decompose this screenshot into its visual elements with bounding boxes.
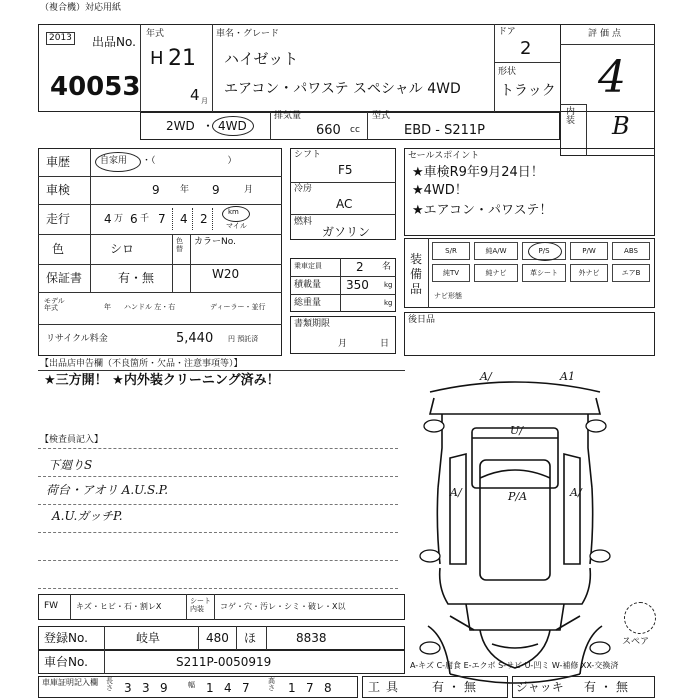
lot-label: 出品No.	[92, 35, 136, 49]
chassis-label: 車台No.	[44, 655, 88, 669]
fw-items: キズ・ヒビ・石・割レX	[76, 602, 162, 611]
ac-value: AC	[336, 197, 353, 211]
mileage-u1: 万	[114, 214, 124, 224]
registration-kana: ほ	[244, 631, 257, 645]
equip-aw: 純A/W	[474, 242, 518, 260]
registration-label: 登録No.	[44, 631, 88, 645]
cert-wid-label: 幅	[188, 681, 195, 689]
equip-nav: 純ナビ	[474, 264, 518, 282]
diagram-mark: A1	[560, 370, 575, 383]
equip-ext-nav: 外ナビ	[570, 264, 608, 282]
warranty-label: 保証書	[46, 271, 83, 285]
recycle-unit: 円 預託済	[228, 335, 259, 343]
docs-month: 月	[338, 339, 348, 349]
inspector-line: 下廻りS	[48, 458, 93, 472]
fw-label: FW	[44, 601, 59, 611]
inspection-month: 9	[212, 183, 220, 197]
sales-point: ★車検R9年9月24日！	[412, 165, 544, 180]
inspector-line: 荷台・アオリ A.U.S.P.	[46, 483, 169, 497]
fuel-label: 燃料	[294, 217, 313, 227]
registration-num1: 480	[206, 631, 229, 645]
year-label: 年式	[146, 29, 165, 39]
equip-leather: 革シート	[522, 264, 566, 282]
cert-hei: 1	[288, 681, 296, 695]
cert-hei: 7	[306, 681, 314, 695]
inspection-year: 9	[152, 183, 160, 197]
diagram-mark: A/	[480, 370, 492, 383]
load-label: 積載量	[294, 280, 322, 290]
cert-hei: 8	[324, 681, 332, 695]
color-value: シロ	[110, 242, 135, 256]
form-note: （複合機）対応用紙	[40, 3, 122, 13]
model-year-handle: ハンドル 左・右	[124, 303, 176, 311]
year-num: 21	[168, 46, 196, 71]
lot-number: 40053	[50, 72, 141, 102]
cert-hei-label: 高さ	[268, 677, 275, 692]
rear-block	[404, 312, 655, 356]
capacity-unit: 名	[382, 262, 392, 272]
color-code: W20	[212, 267, 240, 281]
equip-ps-circle	[528, 242, 562, 261]
diagram-mark: A/	[570, 486, 582, 499]
equip-tv: 純TV	[432, 264, 470, 282]
type-value: EBD - S211P	[404, 123, 486, 138]
registration-place: 岐阜	[136, 631, 161, 645]
door-label: ドア	[498, 27, 516, 37]
mileage-km: km	[228, 208, 239, 216]
mileage-label: 走行	[46, 212, 71, 226]
rear-label: 後日品	[408, 315, 436, 325]
equip-sr: S/R	[432, 242, 470, 260]
rating-label: 評価点	[588, 29, 625, 39]
color-code-label: カラーNo.	[194, 237, 236, 247]
year-month: 4	[190, 86, 200, 104]
weight-label: 総重量	[294, 298, 322, 308]
mileage-mile: マイル	[226, 222, 247, 230]
disp-value: 660	[316, 123, 341, 138]
warranty-value: 有・無	[118, 271, 155, 285]
equip-ps: P/S	[522, 242, 566, 260]
cert-wid: 1	[206, 681, 214, 695]
mileage-d4: 4	[180, 212, 188, 226]
disp-unit: cc	[350, 125, 360, 135]
interior-value: B	[612, 112, 630, 140]
jack-label: ジャッキ	[516, 680, 564, 694]
history-value: 自家用	[100, 156, 128, 166]
docs-label: 書類期限	[294, 319, 331, 329]
recycle-label: リサイクル料金	[46, 334, 108, 344]
cert-wid: 7	[242, 681, 250, 695]
diagram-mark: U/	[510, 424, 523, 437]
inspection-month-unit: 月	[244, 185, 254, 195]
mileage-d3: 7	[158, 212, 166, 226]
lot-year-tag: 2013	[46, 32, 75, 45]
cert-len: 3	[124, 681, 132, 695]
color-change: 色替	[176, 237, 183, 253]
fw-interior-items: コゲ・穴・汚レ・シミ・破レ・X以	[220, 602, 346, 611]
equip-nav-type: ナビ形態	[434, 292, 462, 300]
ac-label: 冷房	[294, 184, 313, 194]
capacity-value: 2	[356, 260, 364, 274]
equip-pw: P/W	[570, 242, 608, 260]
mileage-u2: 千	[140, 214, 150, 224]
notes-label: 【出品店申告欄（不良箇所・欠品・注意事項等）】	[40, 359, 243, 369]
door-value: 2	[520, 38, 532, 59]
drive-dot: ・	[202, 119, 215, 133]
inspector-label: 【検査員記入】	[40, 435, 104, 445]
type-label: 型式	[372, 111, 391, 121]
registration-num2: 8838	[296, 631, 327, 645]
model-year-year: 年	[104, 303, 111, 311]
mileage-d1: 4	[104, 212, 112, 226]
spare-label: スペア	[622, 637, 650, 647]
rating-value: 4	[598, 52, 626, 103]
model-grade: エアコン・パワステ スペシャル 4WD	[224, 81, 461, 97]
equipment-label: 装備品	[410, 252, 423, 296]
vehicle-diagram	[410, 368, 620, 698]
inspector-line: A.U.ガッチP.	[52, 509, 123, 523]
cert-label: 車庫証明記入欄	[42, 678, 98, 687]
disp-label: 排気量	[274, 111, 302, 121]
damage-legend: A-キズ C-腐食 E-エクボ S-サビ U-凹ミ W-補修 XX-交換済	[410, 661, 619, 670]
jack-value: 有・無	[584, 680, 633, 694]
recycle-value: 5,440	[176, 331, 214, 346]
inspection-year-unit: 年	[180, 185, 190, 195]
capacity-label: 乗車定員	[294, 262, 322, 270]
cert-len-label: 長さ	[106, 677, 113, 692]
tools-label: 工具	[368, 680, 405, 694]
mileage-d2: 6	[130, 212, 138, 226]
color-label: 色	[52, 242, 65, 256]
history-label: 車歴	[46, 155, 71, 169]
docs-day: 日	[380, 339, 390, 349]
year-month-label: 月	[201, 97, 208, 105]
chassis-value: S211P-0050919	[176, 655, 272, 669]
equip-abs: ABS	[612, 242, 650, 260]
equip-airbag: エアB	[612, 264, 650, 282]
weight-unit: kg	[384, 299, 393, 307]
diagram-mark: A/	[450, 486, 462, 499]
spare-tire-icon	[624, 602, 656, 634]
interior-label: 内装	[566, 107, 576, 126]
model-year-label: モデル年式	[44, 297, 65, 312]
shape-value: トラック	[500, 83, 556, 99]
notes-text: ★三方開！ ★内外装クリーニング済み！	[44, 373, 280, 388]
cert-wid: 4	[224, 681, 232, 695]
shape-label: 形状	[498, 67, 517, 77]
sales-point: ★4WD！	[412, 183, 468, 198]
shift-label: シフト	[294, 150, 322, 160]
diagram-mark: P/A	[508, 490, 528, 503]
year-era: H	[150, 48, 164, 69]
sales-label: セールスポイント	[408, 151, 480, 161]
fw-interior-label: シート内装	[190, 597, 211, 614]
mileage-d5: 2	[200, 212, 208, 226]
fuel-value: ガソリン	[322, 225, 371, 239]
model-label: 車名・グレード	[216, 29, 280, 39]
load-value: 350	[346, 278, 369, 292]
shift-value: F5	[338, 163, 353, 177]
sales-point: ★エアコン・パワステ！	[412, 203, 553, 218]
drive-4wd: 4WD	[218, 119, 247, 133]
load-unit: kg	[384, 281, 393, 289]
cert-len: 3	[142, 681, 150, 695]
inspection-label: 車検	[46, 183, 71, 197]
cert-len: 9	[160, 681, 168, 695]
drive-2wd: 2WD	[166, 119, 195, 133]
history-rest: ・（ ）	[142, 156, 237, 166]
tools-value: 有・無	[432, 680, 481, 694]
model-name: ハイゼット	[224, 50, 299, 68]
model-year-dealer: ディーラー・並行	[210, 303, 266, 311]
